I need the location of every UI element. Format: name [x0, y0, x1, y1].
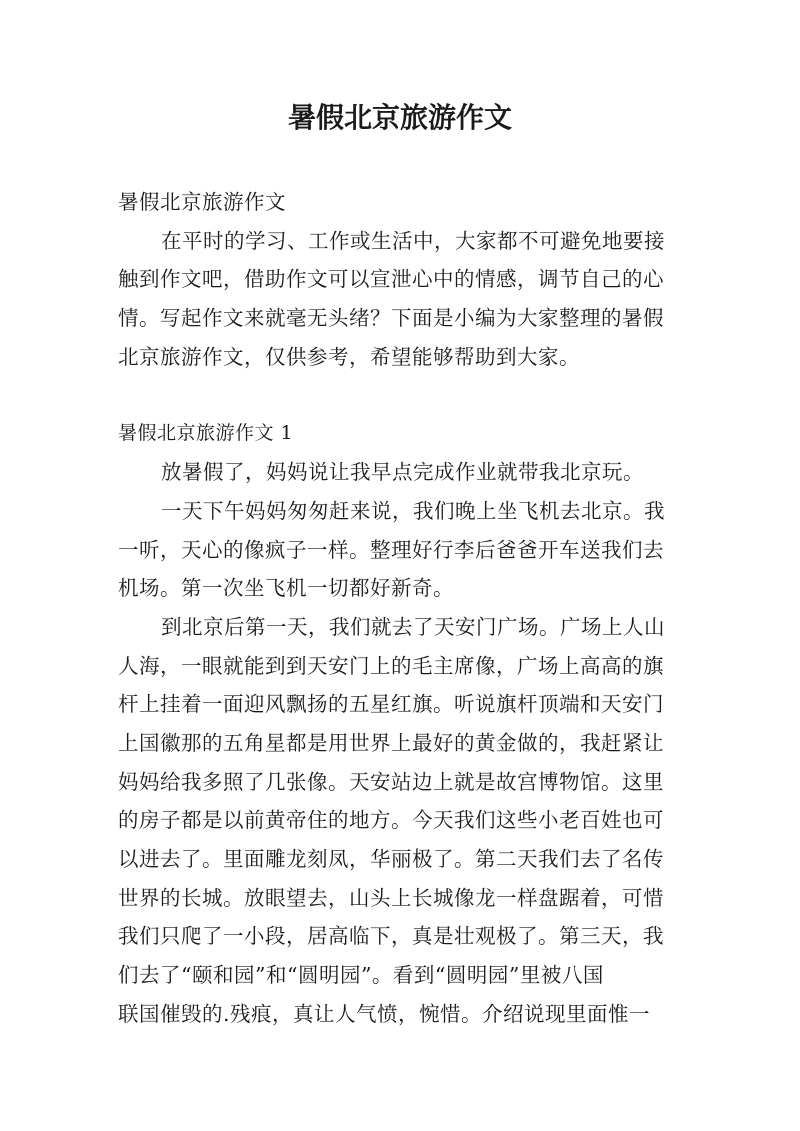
paragraph-line: 联国催毁的.残痕，真让人气愤，惋惜。介绍说现里面惟一 — [118, 1001, 651, 1026]
paragraph-line: 一听，天心的像疯子一样。整理好行李后爸爸开车送我们去 — [118, 537, 664, 562]
paragraph-line: 情。写起作文来就毫无头绪？下面是小编为大家整理的暑假 — [118, 306, 664, 331]
intro-paragraph — [118, 222, 684, 377]
paragraph-line: 杆上挂着一面迎风飘扬的五星红旗。听说旗杆顶端和天安门 — [118, 692, 664, 717]
document-body — [118, 183, 684, 1033]
paragraph-line: 上国徽那的五角星都是用世界上最好的黄金做的，我赶紧让 — [118, 730, 664, 755]
paragraph-line: 放暑假了，妈妈说让我早点完成作业就带我北京玩。 — [161, 460, 644, 485]
paragraph-line: 一天下午妈妈匆匆赶来说，我们晚上坐飞机去北京。我 — [161, 498, 665, 523]
essay1-paragraph-1 — [118, 453, 684, 492]
paragraph-line: 在平时的学习、工作或生活中，大家都不可避免地要接 — [161, 228, 665, 253]
paragraph-line: 的房子都是以前黄帝住的地方。今天我们这些小老百姓也可 — [118, 808, 664, 833]
paragraph-line: 世界的长城。放眼望去，山头上长城像龙一样盘踞着，可惜 — [118, 885, 664, 910]
essay1-paragraph-3 — [118, 608, 684, 1034]
paragraph-line: 们去了“颐和园”和“圆明园”。看到“圆明园”里被八国 — [118, 963, 604, 988]
section-spacer — [118, 376, 684, 414]
essay1-heading: 暑假北京旅游作文 1 — [118, 422, 294, 445]
essay1-paragraph-2 — [118, 492, 684, 608]
document-title: 暑假北京旅游作文 — [287, 101, 512, 134]
paragraph-line: 妈妈给我多照了几张像。天安站边上就是故宫博物馆。这里 — [118, 769, 664, 794]
paragraph-line: 触到作文吧，借助作文可以宣泄心中的情感，调节自己的心 — [118, 267, 664, 292]
paragraph-line: 人海，一眼就能到到天安门上的毛主席像，广场上高高的旗 — [118, 653, 664, 678]
paragraph-line: 到北京后第一天，我们就去了天安门广场。广场上人山 — [161, 614, 665, 639]
paragraph-line: 我们只爬了一小段，居高临下，真是壮观极了。第三天，我 — [118, 924, 664, 949]
intro-heading: 暑假北京旅游作文 — [118, 190, 286, 214]
paragraph-line: 以进去了。里面雕龙刻凤，华丽极了。第二天我们去了名传 — [118, 847, 664, 871]
paragraph-line: 北京旅游作文，仅供参考，希望能够帮助到大家。 — [118, 344, 580, 369]
paragraph-line: 机场。第一次坐飞机一切都好新奇。 — [118, 576, 454, 601]
